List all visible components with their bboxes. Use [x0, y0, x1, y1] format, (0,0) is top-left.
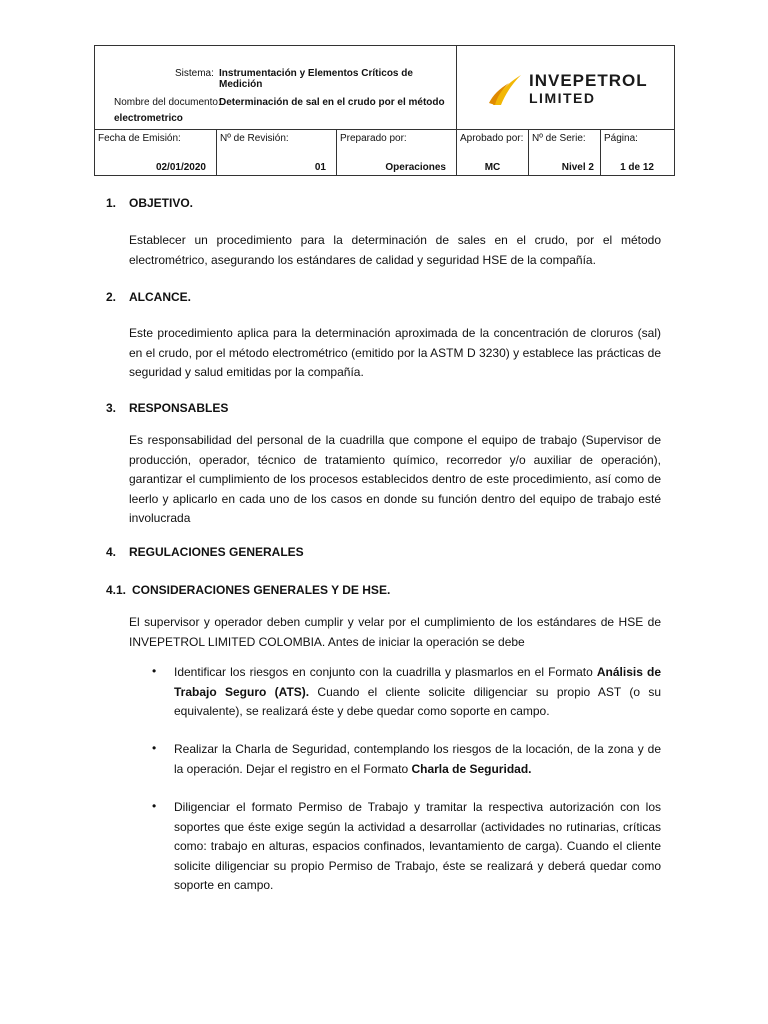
issue-date-value: 02/01/2020	[155, 162, 206, 173]
bullet-1-bold: Análisis de Trabajo Seguro (ATS).	[174, 665, 662, 699]
issue-date-cell	[95, 130, 217, 175]
section-1-text: Establecer un procedimiento para la determinación de sales en el crudo, por el método electrométrico, asegurando los estándares de calidad y seguridad HSE de la compañía.	[129, 233, 661, 267]
bullet-1-text: Identificar los riesgos en conjunto con la cuadrilla y plasmarlos en el Formato	[174, 665, 597, 679]
bullet-item-1	[174, 663, 661, 722]
bullet-3-text: Diligenciar el formato Permiso de Trabajo y tramitar la respectiva autorización con los soportes que éste exige según la actividad a desarrollar (actividades no rutinarias, críticas como: trabajo en alturas, espacios confinados, levantamiento de carga). Cuando el cliente solicite diligenciar su propio Permiso de Trabajo, éste se realizará y deberá quedar como soporte en campo.	[174, 800, 661, 892]
company-logo	[457, 46, 674, 129]
logo-wordmark-line1: INVEPETROL	[529, 71, 648, 90]
section-2-title: ALCANCE.	[129, 290, 191, 304]
document-header-table	[94, 45, 675, 176]
bullet-2-bold: Charla de Seguridad.	[411, 761, 532, 776]
section-4-number: 4.	[106, 545, 117, 559]
revision-label: Nº de Revisión:	[220, 133, 289, 144]
section-4-1-text: El supervisor y operador deben cumplir y velar por el cumplimiento de los estándares de HSE de INVEPETROL LIMITED COLOMBIA. Antes de iniciar la operación se debe	[129, 615, 661, 649]
series-label: Nº de Serie:	[532, 133, 586, 144]
revision-value: 01	[314, 162, 326, 173]
prepared-by-cell	[337, 130, 457, 175]
section-2-number: 2.	[106, 290, 117, 304]
section-4-1-title: CONSIDERACIONES GENERALES Y DE HSE.	[132, 583, 391, 597]
section-4-title: REGULACIONES GENERALES	[129, 545, 304, 559]
approved-by-value: MC	[484, 162, 501, 173]
bullet-2-text: Realizar la Charla de Seguridad, contemplando los riesgos de la locación, de la zona y de la operación. Dejar el registro en el Formato	[174, 742, 661, 776]
prepared-by-value: Operaciones	[385, 162, 446, 173]
section-3-number: 3.	[106, 401, 117, 415]
bullet-1-text-cont: Cuando el cliente solicite diligenciar su propio AST (o su equivalente), se realizará éste y debe quedar como soporte en campo.	[174, 684, 661, 718]
section-4-1-number: 4.1.	[106, 583, 127, 597]
document-name-value: Determinación de sal en el crudo por el método	[219, 97, 445, 108]
header-top-row	[95, 46, 674, 130]
bullet-item-2	[174, 740, 661, 779]
document-name-value-cont: electrometrico	[114, 113, 183, 124]
prepared-by-label: Preparado por:	[340, 133, 407, 144]
page-cell	[601, 130, 674, 175]
bullet-item-3	[174, 798, 661, 896]
bullet-marker: •	[152, 799, 157, 813]
approved-by-label: Aprobado por:	[460, 133, 524, 144]
approved-by-cell	[457, 130, 529, 175]
bullet-marker: •	[152, 741, 157, 755]
series-value: Nivel 2	[561, 162, 594, 173]
page-label: Página:	[604, 133, 638, 144]
bullet-marker: •	[152, 664, 157, 678]
section-1-title: OBJETIVO.	[129, 196, 194, 210]
logo-wordmark-line2: LIMITED	[529, 90, 596, 106]
section-3-text: Es responsabilidad del personal de la cuadrilla que compone el equipo de trabajo (Supervisor de producción, operador, técnico de tratamiento químico, recorredor y/o auxiliar de operación), garantizar el cumplimiento de los procesos establecidos dentro de este procedimiento, así como de leerlo y aplicarlo en cada uno de los casos en donde su función dentro del equipo de trabajo esté involucrada	[129, 433, 661, 525]
header-info-cell	[95, 46, 457, 129]
section-1-number: 1.	[106, 196, 117, 210]
sistema-label: Sistema:	[175, 68, 214, 79]
revision-cell	[217, 130, 337, 175]
section-2-text: Este procedimiento aplica para la determinación aproximada de la concentración de cloruros (sal) en el crudo, por el método electrométrico (emitido por la ASTM D 3230) y establece las prácticas de seguridad y salud emitidas por la compañía.	[129, 326, 661, 379]
logo-flame-icon	[487, 73, 523, 107]
series-cell	[529, 130, 601, 175]
sistema-value: Instrumentación y Elementos Críticos de Medición	[219, 68, 413, 90]
issue-date-label: Fecha de Emisión:	[98, 133, 181, 144]
document-name-label: Nombre del documento:	[114, 97, 221, 108]
section-3-title: RESPONSABLES	[129, 401, 229, 415]
header-meta-row	[95, 130, 674, 175]
page-value: 1 de 12	[620, 162, 654, 173]
